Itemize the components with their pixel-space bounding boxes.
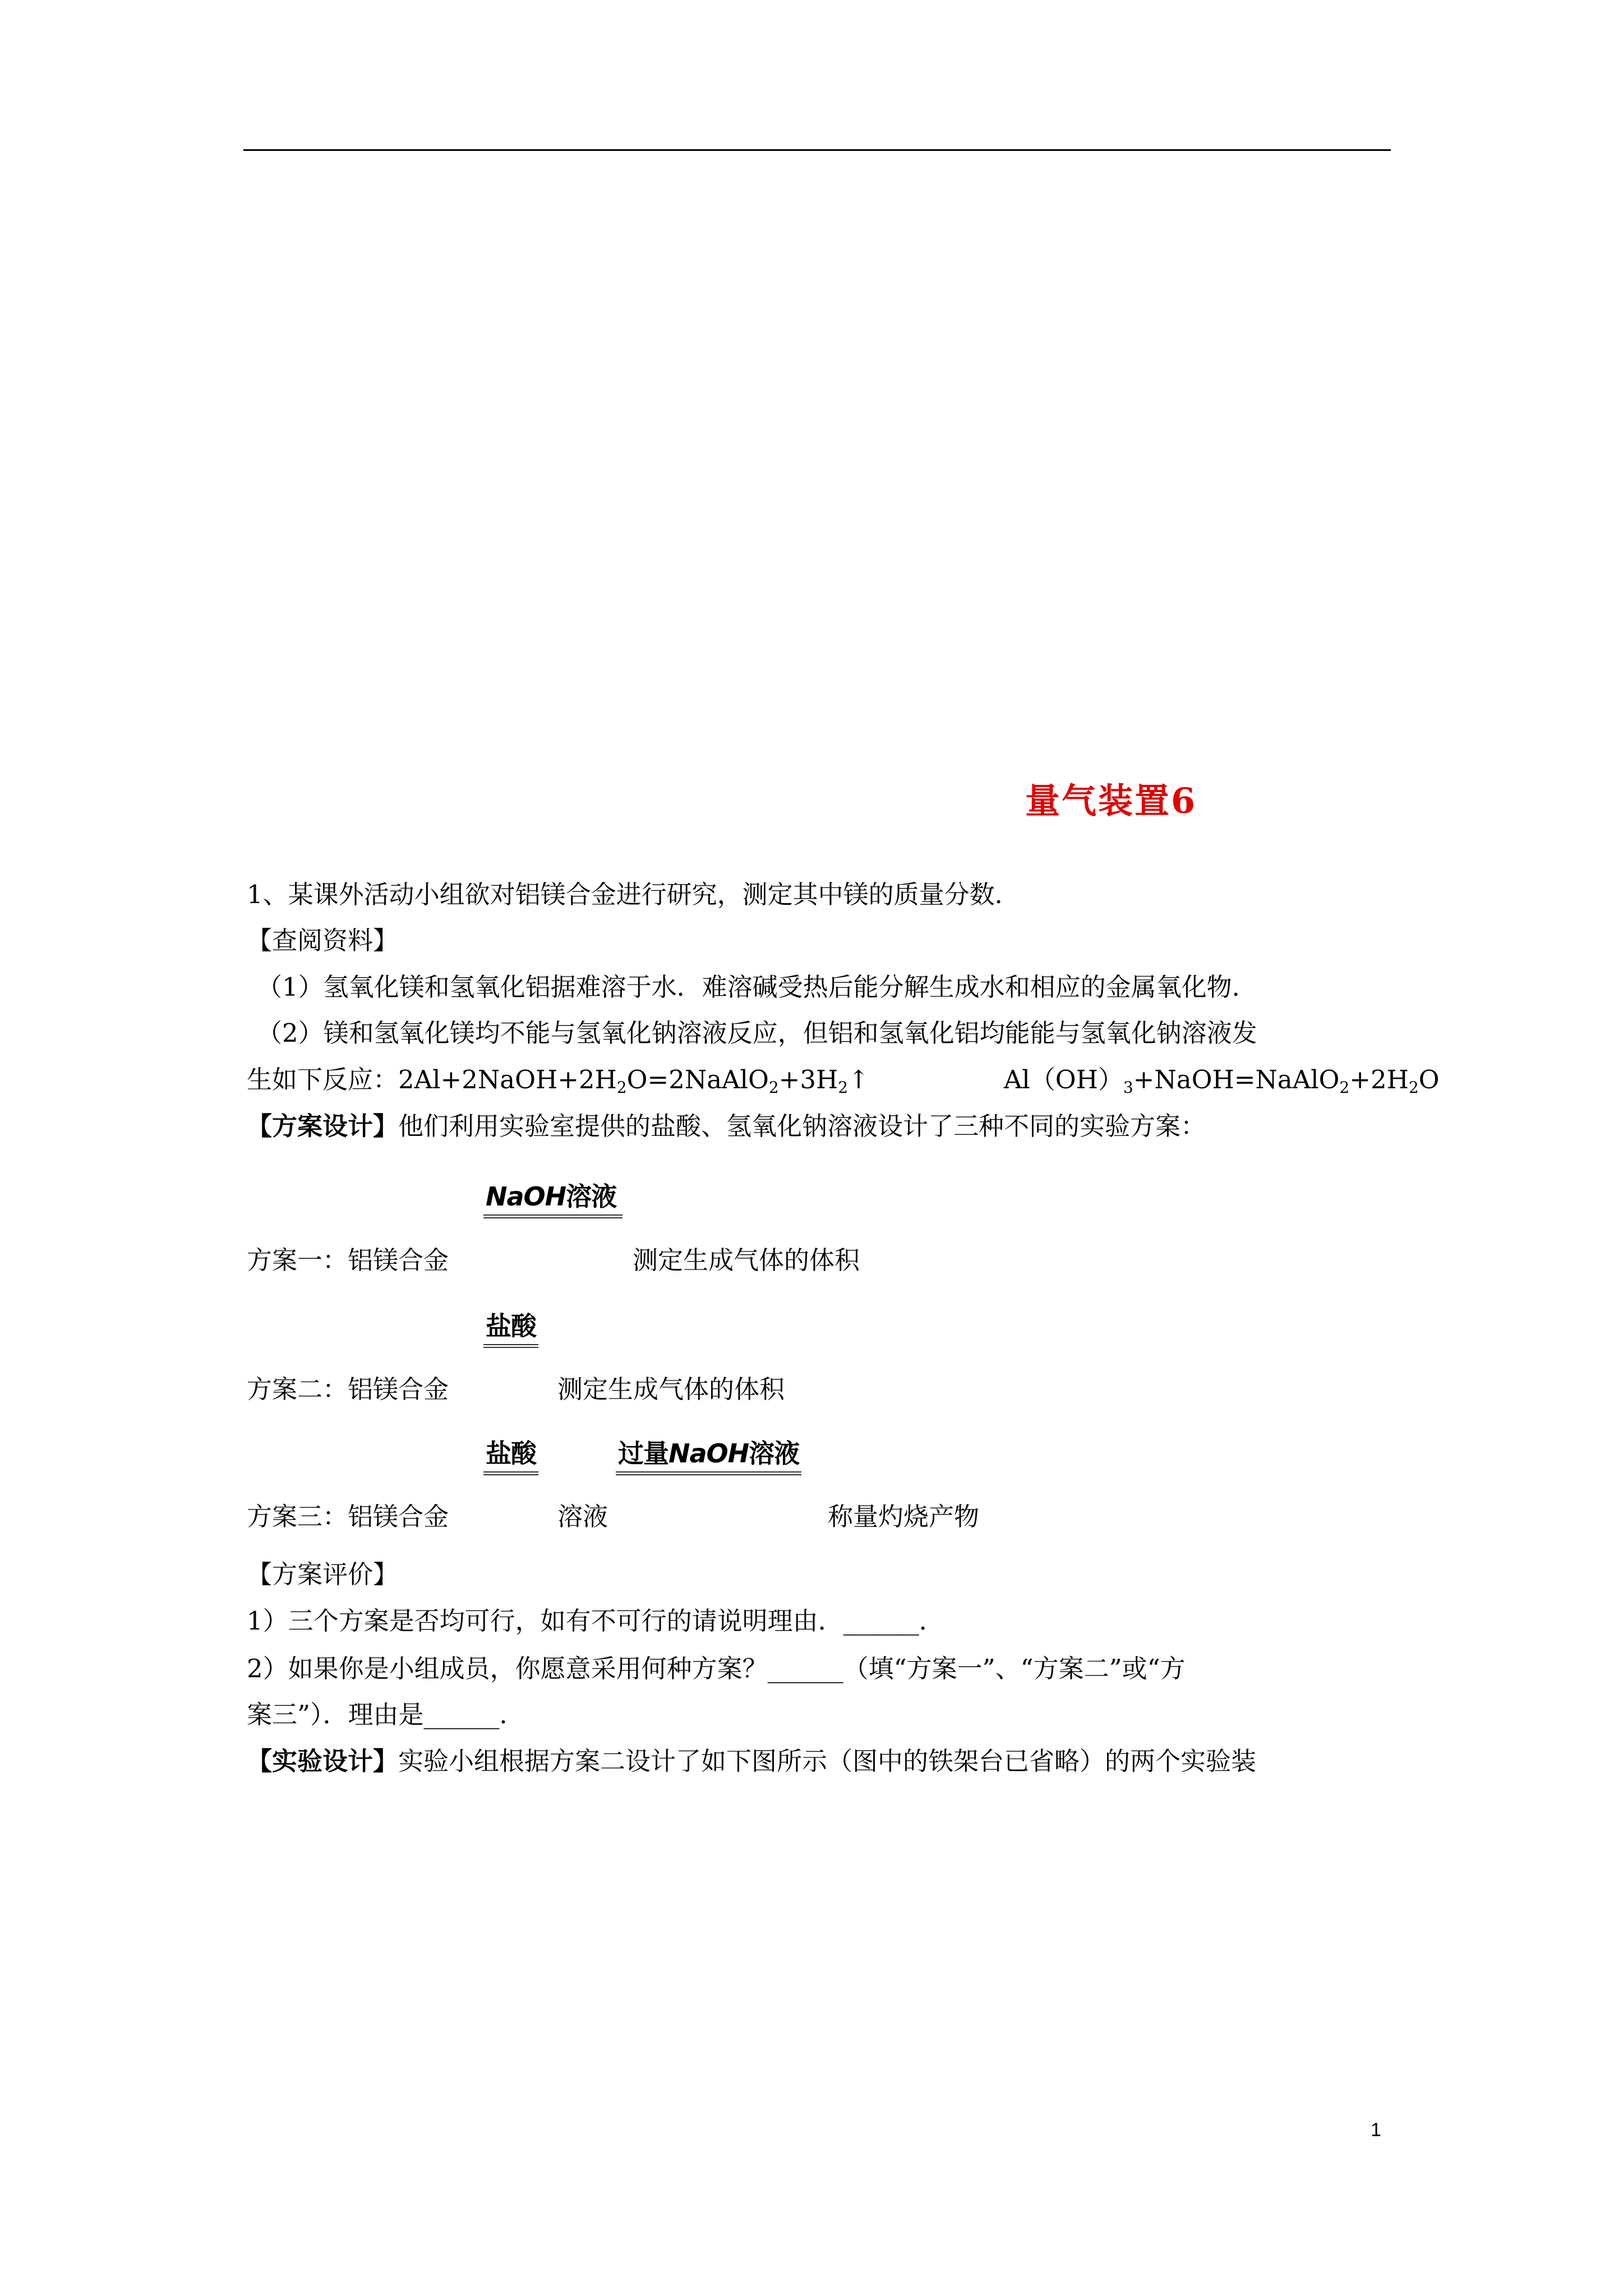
scheme-3-arrow-2-label: 过量NaOH溶液 — [616, 1433, 801, 1475]
fact-1: （1）氢氧化镁和氢氧化铝据难溶于水．难溶碱受热后能分解生成水和相应的金属氧化物． — [257, 972, 1257, 1002]
page-number: 1 — [1371, 2119, 1381, 2141]
eval-question-2-line-1: 2）如果你是小组成员，你愿意采用何种方案？______（填“方案一”、“方案二”或“方 — [247, 1654, 1186, 1683]
equation-2: $Al(OH)_3+NaOH=NaAlO_2+2H_2O$ — [1003, 1065, 1440, 1097]
section-experiment-text: 实验小组根据方案二设计了如下图所示（图中的铁架台已省略）的两个实验装 — [398, 1746, 1257, 1776]
equation-1: $2Al+2NaOH+2H_2O=2NaAlO_2+3H_2↑$ — [398, 1065, 869, 1097]
section-design — [247, 1110, 1206, 1143]
section-experiment — [247, 1745, 1256, 1778]
question-1-intro: 1、某课外活动小组欲对铝镁合金进行研究，测定其中镁的质量分数． — [247, 880, 1020, 909]
header-rule — [243, 149, 1391, 151]
scheme-1-prefix: 方案一：铝镁合金 — [247, 1245, 449, 1275]
scheme-2-result: 测定生成气体的体积 — [557, 1374, 785, 1404]
scheme-1-arrow-label: NaOH溶液 — [483, 1176, 623, 1218]
scheme-2-arrow-label: 盐酸 — [483, 1306, 538, 1348]
section-design-heading: 【方案设计】 — [247, 1111, 399, 1141]
section-lookup-heading: 【查阅资料】 — [247, 926, 399, 955]
eval-question-2-line-2: 案三”）．理由是______． — [247, 1700, 525, 1729]
fact-2-line-1: （2）镁和氢氧化镁均不能与氢氧化钠溶液反应，但铝和氢氧化铝均能能与氢氧化钠溶液发 — [257, 1018, 1257, 1048]
section-design-text: 他们利用实验室提供的盐酸、氢氧化钠溶液设计了三种不同的实验方案： — [398, 1111, 1206, 1141]
reaction-intro: 生如下反应： — [247, 1065, 399, 1094]
scheme-1-result: 测定生成气体的体积 — [633, 1245, 860, 1275]
scheme-3-arrow-1-label: 盐酸 — [483, 1433, 538, 1475]
scheme-2-prefix: 方案二：铝镁合金 — [247, 1374, 449, 1404]
scheme-3-middle: 溶液 — [557, 1502, 608, 1531]
section-eval-heading: 【方案评价】 — [247, 1559, 399, 1589]
scheme-3-prefix: 方案三：铝镁合金 — [247, 1502, 449, 1531]
fact-2-line-2 — [247, 1063, 1440, 1097]
page-title: 量气装置6 — [1025, 780, 1197, 821]
eval-question-1: 1）三个方案是否均可行，如有不可行的请说明理由．______． — [247, 1606, 944, 1636]
section-experiment-heading: 【实验设计】 — [247, 1746, 399, 1776]
scheme-3-result: 称量灼烧产物 — [828, 1502, 980, 1531]
